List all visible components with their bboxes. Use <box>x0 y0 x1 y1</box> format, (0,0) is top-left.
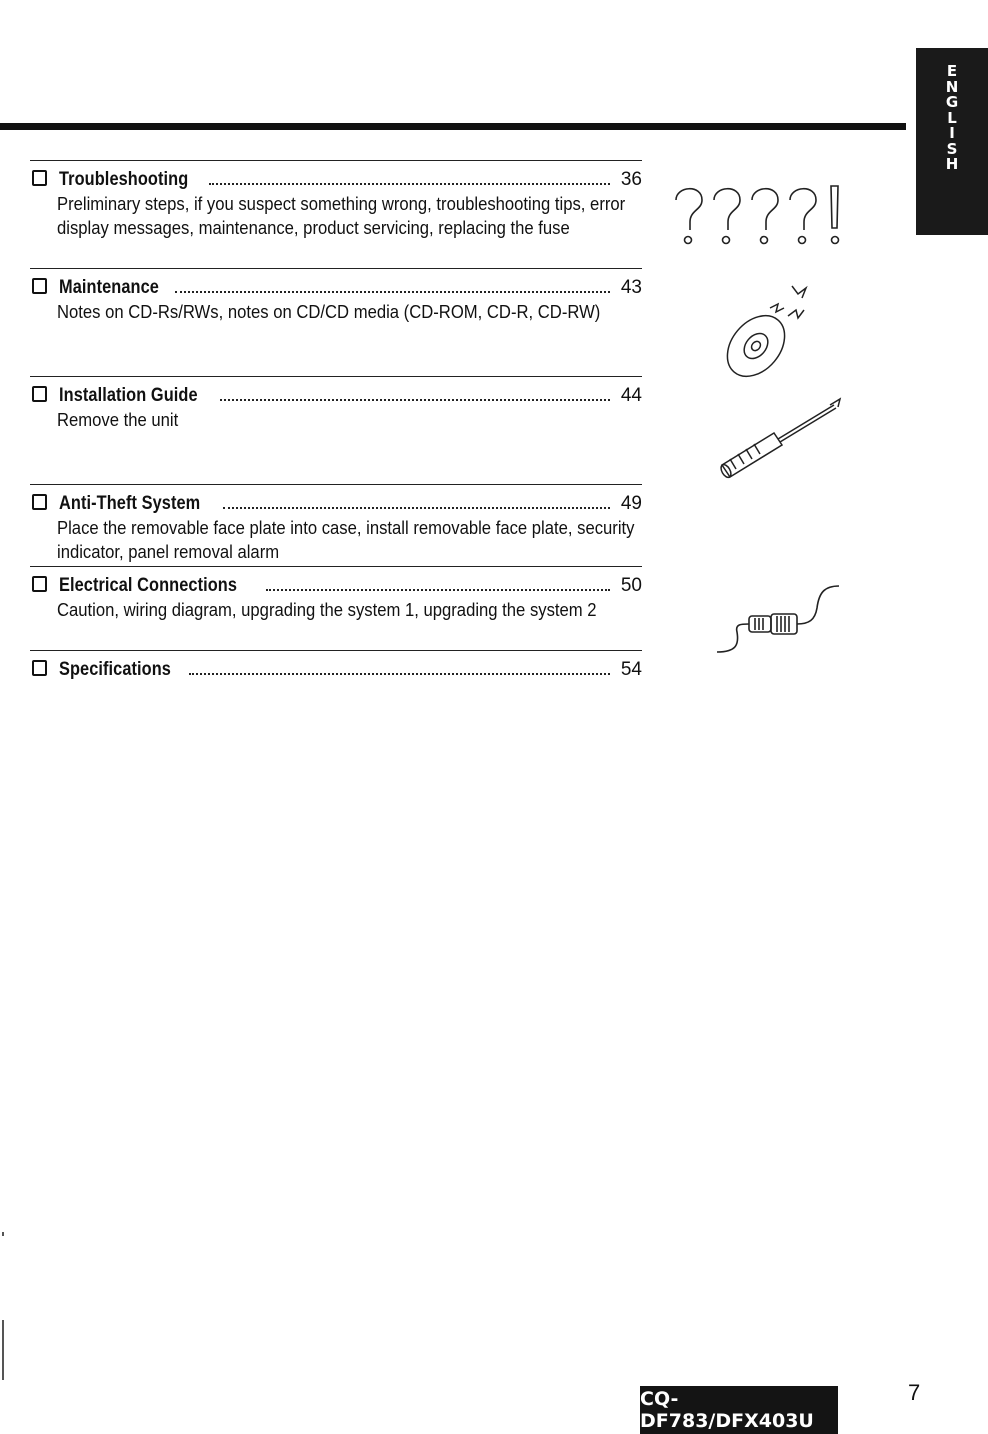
toc-entry-title: Installation Guide <box>59 385 198 406</box>
toc-entry-description: Place the removable face plate into case, install removable face plate, security indicator, panel removal alarm <box>57 517 635 562</box>
toc-entry-title: Anti-Theft System <box>59 493 201 514</box>
page-number: 7 <box>908 1380 921 1405</box>
toc-entry-description: Preliminary steps, if you suspect something wrong, troubleshooting tips, error display messages, maintenance, product servicing, replacing the fuse <box>57 193 626 238</box>
checkbox-icon <box>32 494 47 510</box>
checkbox-icon <box>32 278 47 294</box>
toc-entry-page: 50 <box>620 575 642 596</box>
language-tab-letter: N <box>945 77 959 96</box>
toc-entry-title: Troubleshooting <box>59 169 189 190</box>
dot-leader <box>175 291 610 293</box>
toc-entry-installation-guide[interactable] <box>30 376 642 484</box>
toc-entry-page: 44 <box>620 385 642 406</box>
language-tab-letter: S <box>946 139 958 158</box>
language-tab-letter: I <box>949 124 955 142</box>
checkbox-icon <box>32 386 47 402</box>
checkbox-icon <box>32 170 47 186</box>
language-tab-letter: G <box>945 93 959 111</box>
toc-entry-maintenance[interactable] <box>30 268 642 376</box>
toc-entry-troubleshooting[interactable] <box>30 160 642 268</box>
toc-entry-page: 54 <box>620 659 642 680</box>
toc-entry-title: Maintenance <box>59 277 159 298</box>
checkbox-icon <box>32 576 47 592</box>
cd-disc-icon <box>712 280 822 380</box>
toc-entry-page: 49 <box>620 493 642 514</box>
table-of-contents <box>30 160 642 690</box>
toc-entry-description: Caution, wiring diagram, upgrading the system 1, upgrading the system 2 <box>57 599 597 620</box>
scan-artifact <box>2 1320 4 1380</box>
toc-entry-anti-theft-system[interactable] <box>30 484 642 566</box>
screwdriver-icon <box>712 395 847 485</box>
dot-leader <box>223 507 610 509</box>
top-rule <box>0 123 906 130</box>
toc-entry-page: 36 <box>620 169 642 190</box>
toc-entry-page: 43 <box>620 277 642 298</box>
toc-entry-description: Notes on CD-Rs/RWs, notes on CD/CD media (CD-ROM, CD-R, CD-RW) <box>57 301 601 322</box>
checkbox-icon <box>32 660 47 676</box>
cable-connector-icon <box>715 580 845 660</box>
question-marks-icon <box>668 178 853 250</box>
dot-leader <box>220 399 610 401</box>
scan-artifact <box>2 1232 4 1236</box>
language-tab <box>916 48 988 235</box>
dot-leader <box>189 673 610 675</box>
dot-leader <box>209 183 610 185</box>
toc-entry-specifications[interactable] <box>30 650 642 690</box>
dot-leader <box>266 589 610 591</box>
language-tab-letter: H <box>945 155 959 173</box>
toc-entry-description: Remove the unit <box>57 409 179 430</box>
toc-entry-electrical-connections[interactable] <box>30 566 642 650</box>
language-tab-letter: L <box>947 108 957 127</box>
language-tab-letter: E <box>946 62 958 80</box>
toc-entry-title: Specifications <box>59 659 171 680</box>
model-number-label: CQ-DF783/DFX403U <box>640 1386 838 1434</box>
toc-entry-title: Electrical Connections <box>59 575 238 596</box>
